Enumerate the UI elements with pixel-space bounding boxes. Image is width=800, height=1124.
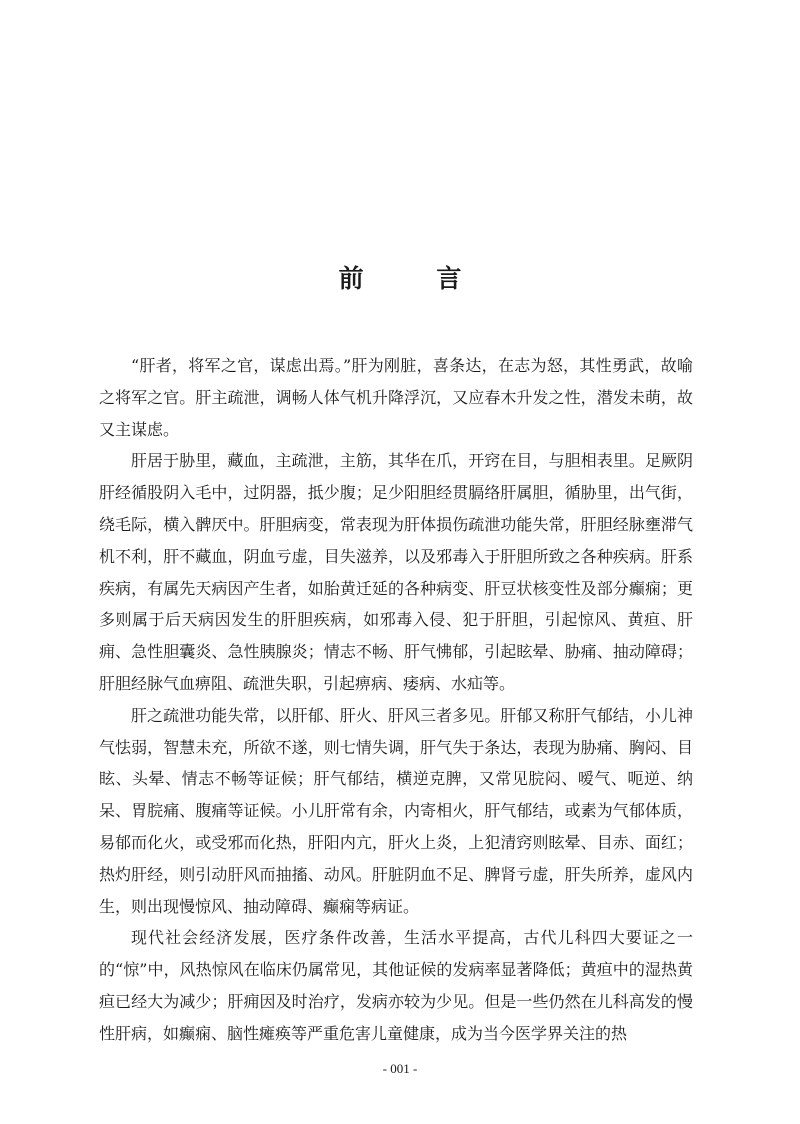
paragraph-2: 肝居于胁里，藏血，主疏泄，主筋，其华在爪，开窍在目，与胆相表里。足厥阴肝经循股阴入毛中，过阴器，抵少腹；足少阳胆经贯膈络肝属胆，循胁里，出气街，绕毛际，横入髀厌中。肝胆病变，常表现为肝体损伤疏泄功能失常，肝胆经脉壅滞气机不利，肝不藏血，阴血亏虚，目失滋养，以及邪毒入于肝胆所致之各种疾病。肝系疾病，有属先天病因产生者，如胎黄迁延的各种病变、肝豆状核变性及部分癫痫；更多则属于后天病因发生的肝胆疾病，如邪毒入侵、犯于肝胆，引起惊风、黄疸、肝痈、急性胆囊炎、急性胰腺炎；情志不畅、肝气怫郁，引起眩晕、胁痛、抽动障碍；肝胆经脉气血痹阻、疏泄失职，引起痹病、痿病、水疝等。 xyxy=(99,451,693,693)
page-number: - 001 - xyxy=(382,1061,418,1076)
page-title: 前 言 xyxy=(338,264,494,293)
paragraph-4: 现代社会经济发展，医疗条件改善，生活水平提高，古代儿科四大要证之一的“惊”中，风热惊风在临床仍属常见，其他证候的发病率显著降低；黄疸中的湿热黄疸已经大为减少；肝痈因及时治疗，发病亦较为少见。但是一些仍然在儿科高发的慢性肝病，如癫痫、脑性瘫痪等严重危害儿童健康，成为当今医学界关注的热 xyxy=(99,928,693,1043)
paragraph-3: 肝之疏泄功能失常，以肝郁、肝火、肝风三者多见。肝郁又称肝气郁结，小儿神气怯弱，智慧未充，所欲不遂，则七情失调，肝气失于条达，表现为胁痛、胸闷、目眩、头晕、情志不畅等证候；肝气郁结，横逆克脾，又常见脘闷、嗳气、呃逆、纳呆、胃脘痛、腹痛等证候。小儿肝常有余，内寄相火，肝气郁结，或素为气郁体质，易郁而化火，或受邪而化热，肝阳内亢，肝火上炎，上犯清窍则眩晕、目赤、面红；热灼肝经，则引动肝风而抽搐、动风。肝脏阴血不足、脾肾亏虚，肝失所养，虚风内生，则出现慢惊风、抽动障碍、癫痫等病证。 xyxy=(99,705,693,916)
paragraph-1: “肝者，将军之官，谋虑出焉。”肝为刚脏，喜条达，在志为怒，其性勇武，故喻之将军之官。肝主疏泄，调畅人体气机升降浮沉，又应春木升发之性，潜发未萌，故又主谋虑。 xyxy=(99,356,693,439)
document-body xyxy=(99,350,693,1050)
